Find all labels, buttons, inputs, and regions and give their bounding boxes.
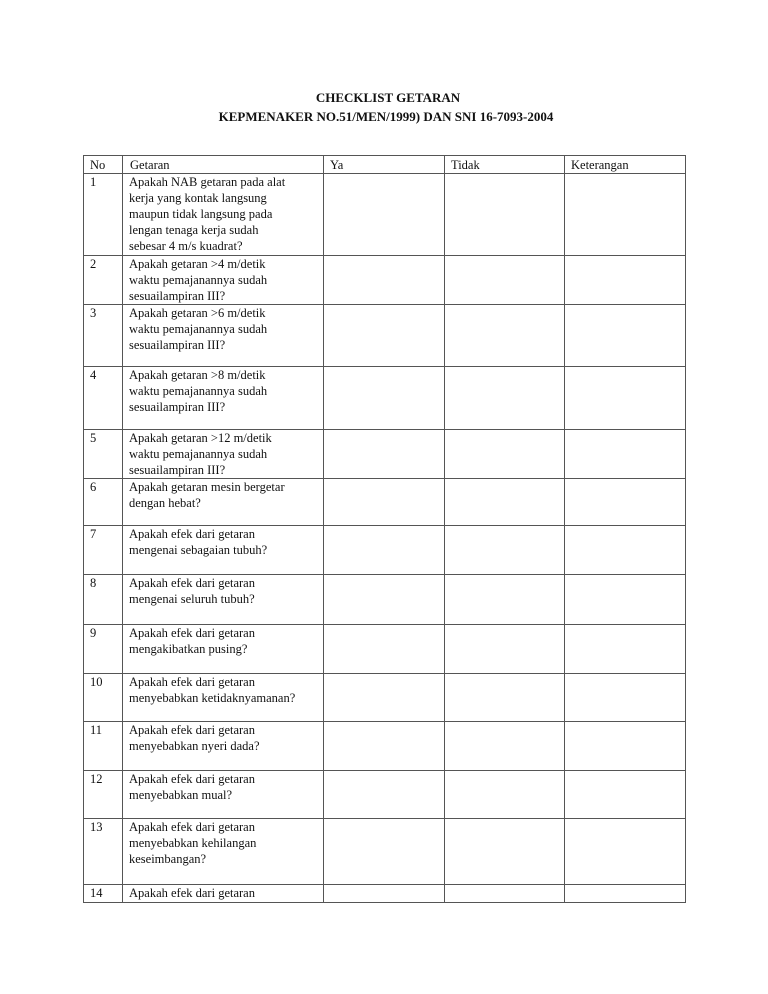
keterangan-cell[interactable]: [565, 771, 686, 819]
header-keterangan: Keterangan: [565, 156, 686, 174]
ya-cell[interactable]: [324, 771, 445, 819]
tidak-cell[interactable]: [445, 479, 565, 526]
table-row: [84, 625, 686, 674]
keterangan-cell[interactable]: [565, 479, 686, 526]
row-number: 1: [84, 174, 123, 256]
keterangan-cell[interactable]: [565, 367, 686, 430]
row-question: Apakah getaran >4 m/detik waktu pemajanannya sudah sesuailampiran III?: [123, 256, 324, 305]
row-number: 13: [84, 819, 123, 885]
table-row: [84, 674, 686, 722]
row-number: 5: [84, 430, 123, 479]
ya-cell[interactable]: [324, 367, 445, 430]
row-question: Apakah efek dari getaran menyebabkan mual?: [123, 771, 324, 819]
row-number: 7: [84, 526, 123, 575]
document-title: CHECKLIST GETARAN: [315, 90, 461, 105]
ya-cell[interactable]: [324, 256, 445, 305]
table-header-row: [84, 156, 686, 174]
ya-cell[interactable]: [324, 575, 445, 625]
ya-cell[interactable]: [324, 526, 445, 575]
ya-cell[interactable]: [324, 430, 445, 479]
table-row: [84, 526, 686, 575]
row-question: Apakah NAB getaran pada alat kerja yang kontak langsung maupun tidak langsung pada lengan tenaga kerja sudah sebesar 4 m/s kuadrat?: [123, 174, 324, 256]
table-row: [84, 479, 686, 526]
keterangan-cell[interactable]: [565, 526, 686, 575]
keterangan-cell[interactable]: [565, 575, 686, 625]
row-question: Apakah efek dari getaran: [123, 885, 324, 903]
row-number: 11: [84, 722, 123, 771]
tidak-cell[interactable]: [445, 256, 565, 305]
ya-cell[interactable]: [324, 674, 445, 722]
row-question: Apakah getaran >12 m/detik waktu pemajanannya sudah sesuailampiran III?: [123, 430, 324, 479]
row-number: 2: [84, 256, 123, 305]
tidak-cell[interactable]: [445, 819, 565, 885]
keterangan-cell[interactable]: [565, 174, 686, 256]
ya-cell[interactable]: [324, 819, 445, 885]
row-question: Apakah efek dari getaran menyebabkan nyeri dada?: [123, 722, 324, 771]
table-row: [84, 305, 686, 367]
keterangan-cell[interactable]: [565, 722, 686, 771]
row-question: Apakah efek dari getaran mengenai seluruh tubuh?: [123, 575, 324, 625]
row-question: Apakah getaran >6 m/detik waktu pemajanannya sudah sesuailampiran III?: [123, 305, 324, 367]
keterangan-cell[interactable]: [565, 625, 686, 674]
tidak-cell[interactable]: [445, 174, 565, 256]
row-question: Apakah efek dari getaran mengakibatkan pusing?: [123, 625, 324, 674]
tidak-cell[interactable]: [445, 625, 565, 674]
row-number: 3: [84, 305, 123, 367]
row-number: 6: [84, 479, 123, 526]
row-question: Apakah getaran mesin bergetar dengan hebat?: [123, 479, 324, 526]
keterangan-cell[interactable]: [565, 674, 686, 722]
row-number: 9: [84, 625, 123, 674]
ya-cell[interactable]: [324, 479, 445, 526]
row-question: Apakah efek dari getaran menyebabkan kehilangan keseimbangan?: [123, 819, 324, 885]
row-question: Apakah efek dari getaran menyebabkan ketidaknyamanan?: [123, 674, 324, 722]
table-row: [84, 575, 686, 625]
row-question: Apakah getaran >8 m/detik waktu pemajanannya sudah sesuailampiran III?: [123, 367, 324, 430]
table-row: [84, 256, 686, 305]
row-number: 10: [84, 674, 123, 722]
table-row: [84, 819, 686, 885]
table-row: [84, 771, 686, 819]
ya-cell[interactable]: [324, 305, 445, 367]
table-row: [84, 367, 686, 430]
row-question: Apakah efek dari getaran mengenai sebagaian tubuh?: [123, 526, 324, 575]
row-number: 14: [84, 885, 123, 903]
header-no: No: [84, 156, 123, 174]
header-tidak: Tidak: [445, 156, 565, 174]
keterangan-cell[interactable]: [565, 885, 686, 903]
row-number: 12: [84, 771, 123, 819]
row-number: 8: [84, 575, 123, 625]
ya-cell[interactable]: [324, 885, 445, 903]
ya-cell[interactable]: [324, 174, 445, 256]
keterangan-cell[interactable]: [565, 430, 686, 479]
tidak-cell[interactable]: [445, 575, 565, 625]
tidak-cell[interactable]: [445, 771, 565, 819]
keterangan-cell[interactable]: [565, 819, 686, 885]
tidak-cell[interactable]: [445, 722, 565, 771]
table-row: [84, 430, 686, 479]
header-ya: Ya: [324, 156, 445, 174]
ya-cell[interactable]: [324, 625, 445, 674]
keterangan-cell[interactable]: [565, 256, 686, 305]
keterangan-cell[interactable]: [565, 305, 686, 367]
ya-cell[interactable]: [324, 722, 445, 771]
table-row: [84, 722, 686, 771]
tidak-cell[interactable]: [445, 674, 565, 722]
document-subtitle: KEPMENAKER NO.51/MEN/1999) DAN SNI 16-7093-2004: [218, 109, 554, 124]
table-row: [84, 174, 686, 256]
table-row: [84, 885, 686, 903]
tidak-cell[interactable]: [445, 885, 565, 903]
tidak-cell[interactable]: [445, 526, 565, 575]
tidak-cell[interactable]: [445, 367, 565, 430]
tidak-cell[interactable]: [445, 305, 565, 367]
tidak-cell[interactable]: [445, 430, 565, 479]
row-number: 4: [84, 367, 123, 430]
header-getaran: Getaran: [123, 156, 324, 174]
checklist-table: [83, 155, 686, 903]
